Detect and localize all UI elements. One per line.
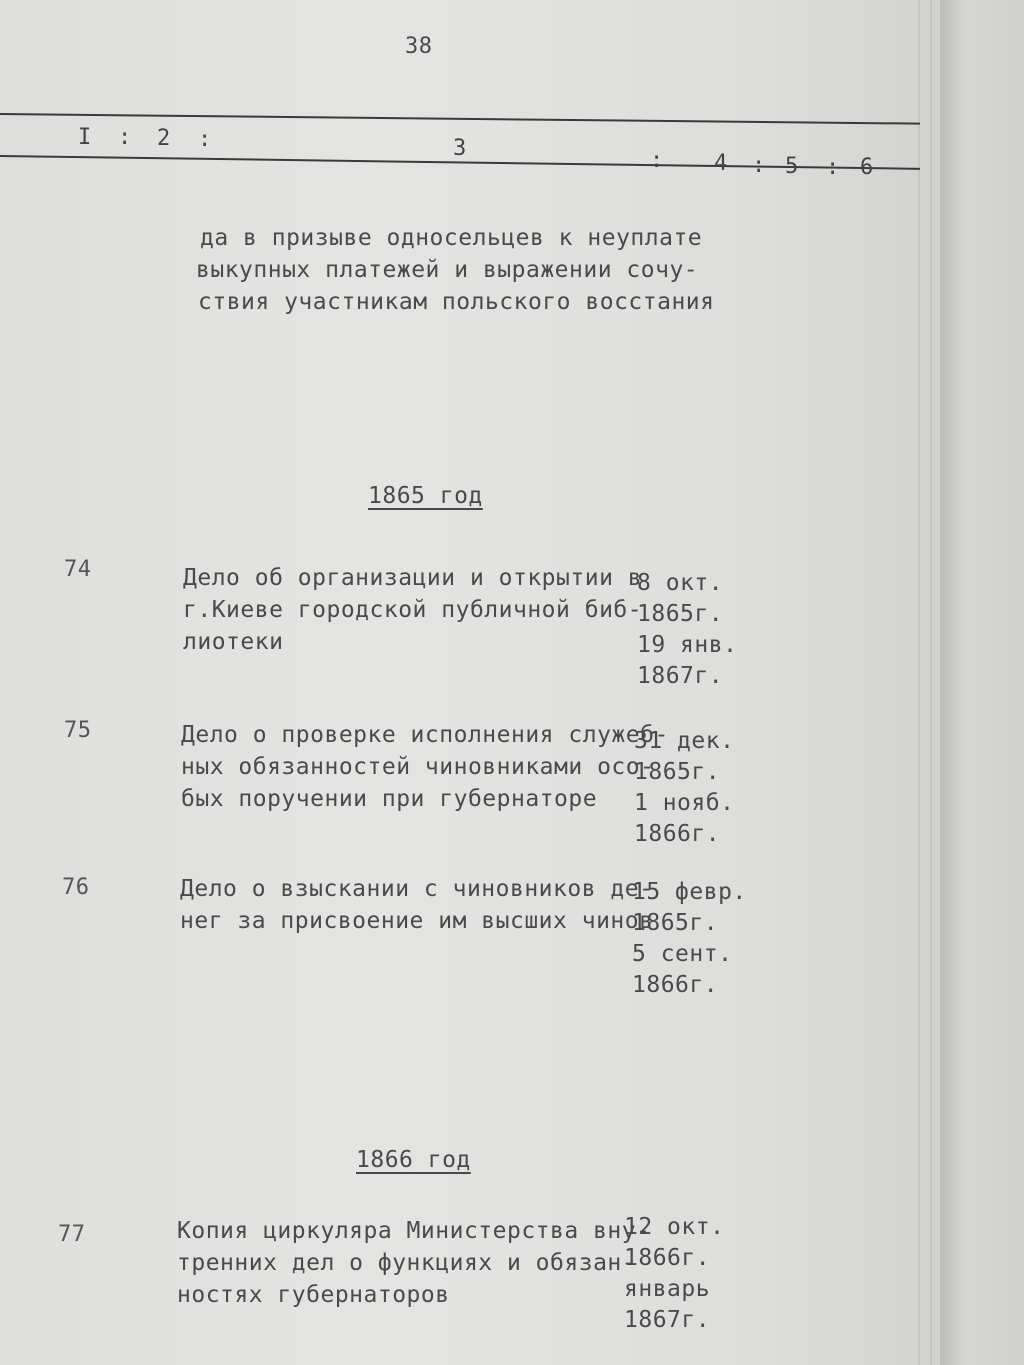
entry-date: 8 окт.	[637, 570, 724, 596]
entry-title-line: тренних дел о функциях и обязан-	[177, 1250, 637, 1276]
intro-line: да в призыве односельцев к неуплате	[200, 225, 703, 251]
entry-title-line: Дело об организации и открытии в	[183, 565, 643, 591]
entry-title-line: г.Киеве городской публичной биб-	[183, 597, 643, 623]
page-edge	[930, 0, 932, 1365]
entry-date: 1866г.	[632, 972, 719, 998]
page-edge	[918, 0, 920, 1365]
entry-date: 1867г.	[637, 663, 724, 689]
entry-date: 15 февр.	[632, 879, 747, 905]
column-header-2: 2	[157, 126, 171, 151]
entry-date: 1 нояб.	[634, 790, 735, 816]
column-header-3: 3	[453, 136, 467, 161]
entry-date: 19 янв.	[637, 632, 738, 658]
entry-number: 74	[64, 557, 92, 582]
intro-line: ствия участникам польского восстания	[198, 289, 715, 315]
entry-title-line: Дело о взыскании с чиновников де-	[180, 876, 654, 902]
entry-date: январь	[624, 1276, 711, 1302]
entry-date: 1865г.	[632, 910, 719, 936]
column-separator: :	[118, 125, 132, 150]
underlying-page-edge	[940, 0, 1024, 1365]
page-number: 38	[405, 34, 433, 59]
entry-title-line: Дело о проверке исполнения служеб-	[181, 722, 669, 748]
entry-date: 1865г.	[637, 601, 724, 627]
entry-number: 77	[58, 1222, 86, 1247]
entry-title-line: лиотеки	[183, 629, 284, 655]
intro-line: выкупных платежей и выражении сочу-	[196, 257, 699, 283]
entry-date: 1866г.	[634, 821, 721, 847]
column-header-5: 5	[785, 154, 799, 179]
entry-number: 75	[64, 718, 92, 743]
entry-date: 12 окт.	[624, 1214, 725, 1240]
section-year-heading: 1865 год	[368, 483, 483, 509]
column-header-4: 4	[714, 151, 728, 176]
column-header-1: I	[78, 125, 92, 150]
column-header-6: 6	[860, 155, 874, 180]
entry-title-line: нег за присвоение им высших чинов	[180, 908, 654, 934]
column-separator: :	[650, 148, 664, 173]
section-year-heading: 1866 год	[356, 1147, 471, 1173]
entry-title-line: Копия циркуляра Министерства вну-	[177, 1218, 651, 1244]
column-separator: :	[826, 155, 840, 180]
column-separator: :	[752, 153, 766, 178]
entry-number: 76	[62, 875, 90, 900]
entry-date: 31 дек.	[634, 728, 735, 754]
entry-date: 1866г.	[624, 1245, 711, 1271]
entry-date: 1865г.	[634, 759, 721, 785]
entry-date: 5 сент.	[632, 941, 733, 967]
column-separator: :	[198, 127, 212, 152]
entry-title-line: ных обязанностей чиновниками осо-	[181, 754, 655, 780]
entry-title-line: ностях губернаторов	[177, 1282, 450, 1308]
entry-title-line: бых поручении при губернаторе	[181, 786, 598, 812]
entry-date: 1867г.	[624, 1307, 711, 1333]
